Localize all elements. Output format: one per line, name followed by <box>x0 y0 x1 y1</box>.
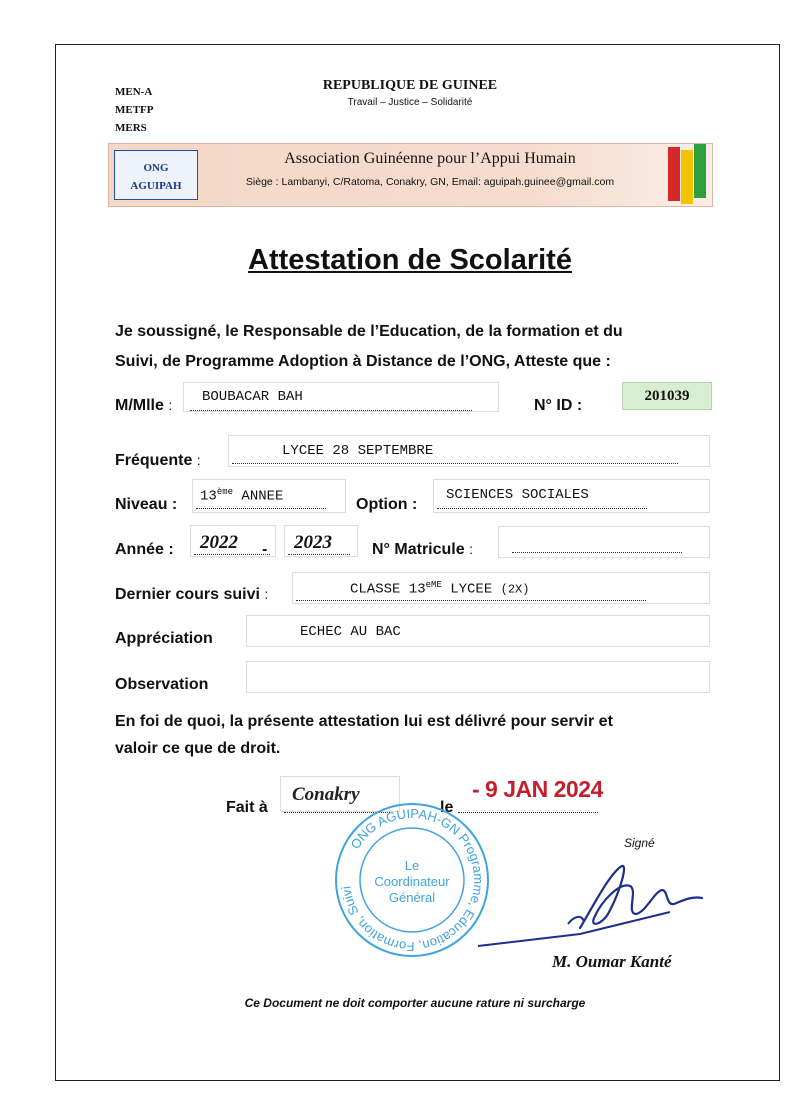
fait-label: Fait à <box>226 799 268 816</box>
logo-line-2: AGUIPAH <box>130 180 182 192</box>
ministry-item: METFP <box>115 104 154 116</box>
option-value: SCIENCES SOCIALES <box>446 487 589 503</box>
closing-line-2: valoir ce que de droit. <box>115 740 281 757</box>
matricule-label: N° Matricule : <box>372 541 473 558</box>
annee-end-value: 2023 <box>294 532 332 553</box>
footer-note: Ce Document ne doit comporter aucune rature ni surcharge <box>244 996 586 1010</box>
flag-yellow-stripe <box>681 150 693 204</box>
date-stamp: - 9 JAN 2024 <box>472 776 603 802</box>
annee-end-dotted-line <box>288 554 350 555</box>
ong-stamp <box>332 800 492 960</box>
signed-label: Signé <box>624 836 655 850</box>
ministry-list <box>115 83 154 137</box>
closing-paragraph <box>115 708 755 762</box>
document-title: Attestation de Scolarité <box>248 244 572 276</box>
frequente-label: Fréquente : <box>115 452 201 469</box>
annee-start-dotted-line <box>194 554 270 555</box>
association-name: Association Guinéenne pour l’Appui Humain <box>284 150 576 167</box>
name-label: M/Mlle : <box>115 397 173 414</box>
flag-green-stripe <box>694 144 706 198</box>
intro-line-2: Suivi, de Programme Adoption à Distance de l’ONG, Atteste que : <box>115 353 611 370</box>
niveau-label: Niveau : <box>115 496 178 513</box>
niveau-dotted-line <box>196 508 326 509</box>
frequente-dotted-line <box>232 463 678 464</box>
signatory-name: M. Oumar Kanté <box>552 952 672 971</box>
appreciation-value: ECHEC AU BAC <box>300 624 401 640</box>
closing-line-1: En foi de quoi, la présente attestation lui est délivré pour servir et <box>115 713 613 730</box>
stamp-line-1: Le <box>404 858 420 873</box>
id-label: N° ID : <box>534 397 583 414</box>
annee-label: Année : <box>115 541 174 558</box>
republic-title: REPUBLIQUE DE GUINEE <box>322 78 498 93</box>
stamp-ring-text: ONG AGUIPAH-GN Programme, Education, Formation, Suivi <box>338 805 487 955</box>
stamp-line-2: Coordinateur <box>374 874 450 889</box>
place-value: Conakry <box>292 784 360 805</box>
frequente-value: LYCEE 28 SEPTEMBRE <box>282 443 434 459</box>
ong-logo <box>114 150 198 200</box>
dernier-cours-dotted-line <box>296 600 646 601</box>
name-dotted-line <box>190 410 472 411</box>
logo-line-1: ONG <box>143 162 169 174</box>
matricule-field <box>498 526 710 558</box>
association-address: Siège : Lambanyi, C/Ratoma, Conakry, GN, Email: aguipah.guinee@gmail.com <box>245 176 615 188</box>
national-motto: Travail – Justice – Solidarité <box>347 97 473 108</box>
annee-separator: - <box>262 541 268 558</box>
name-value: BOUBACAR BAH <box>202 389 303 405</box>
stamp-line-3: Général <box>388 890 436 905</box>
intro-paragraph <box>115 317 755 377</box>
dernier-cours-value: CLASSE 13eME LYCEE (2X) <box>350 580 530 598</box>
annee-start-value: 2022 <box>200 532 238 553</box>
id-value: 201039 <box>622 382 712 410</box>
observation-field <box>246 661 710 693</box>
date-label: le <box>440 799 454 816</box>
niveau-value: 13ème ANNEE <box>200 487 284 505</box>
intro-line-1: Je soussigné, le Responsable de l’Education, de la formation et du <box>115 323 623 340</box>
handwritten-signature <box>470 852 720 952</box>
dernier-cours-label: Dernier cours suivi : <box>115 586 269 603</box>
option-label: Option : <box>356 496 418 513</box>
appreciation-label: Appréciation <box>115 630 213 647</box>
ministry-item: MEN-A <box>115 86 153 98</box>
matricule-dotted-line <box>512 552 682 553</box>
flag-red-stripe <box>668 147 680 201</box>
observation-label: Observation <box>115 676 209 693</box>
ministry-item: MERS <box>115 122 147 134</box>
option-dotted-line <box>437 508 647 509</box>
